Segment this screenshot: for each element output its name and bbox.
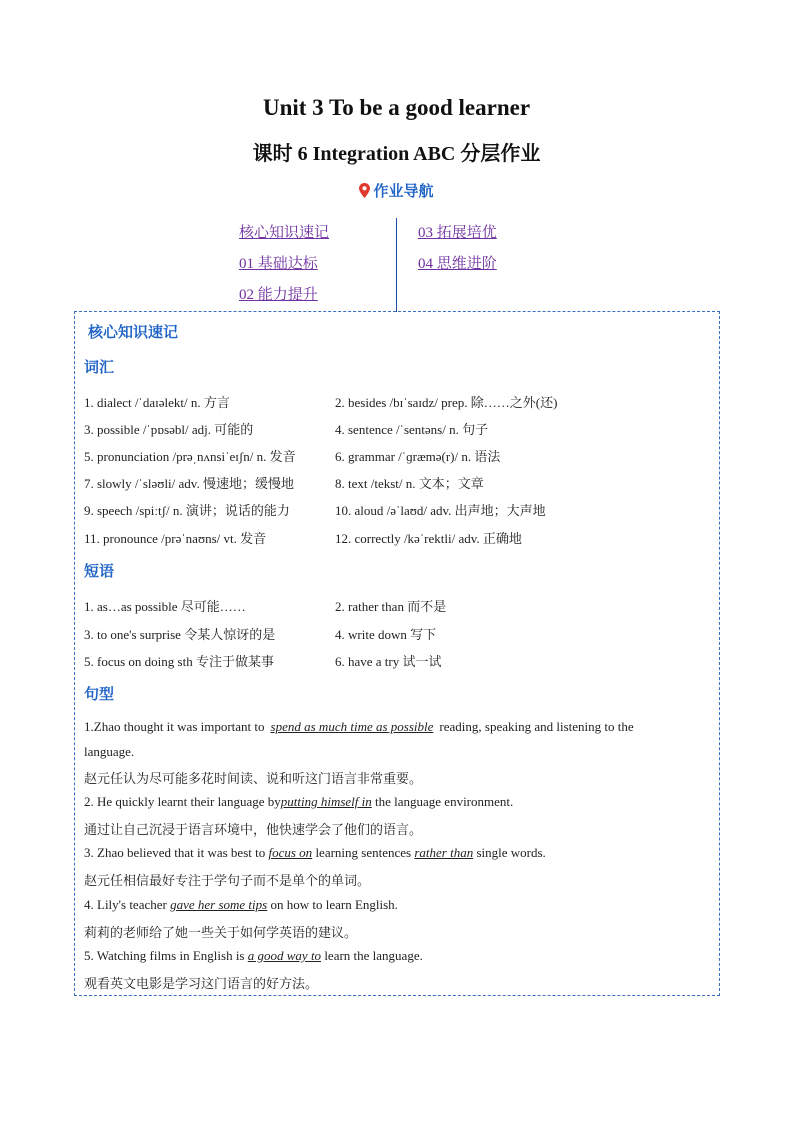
nav-heading — [0, 180, 793, 201]
sentence-text: learning sentences — [315, 845, 412, 860]
phrase-item: 6. have a try 试一试 — [335, 654, 442, 669]
vocab-item: 5. pronunciation /prəˌnʌnsiˈeɪʃn/ n. 发音 — [84, 449, 296, 464]
location-pin-icon — [359, 183, 370, 198]
nav-link-advanced[interactable]: 04 思维进阶 — [418, 256, 497, 272]
sentence-text: 5. Watching films in English is — [84, 948, 245, 963]
vocab-item: 8. text /tekst/ n. 文本；文章 — [335, 476, 484, 491]
sentence-text: on how to learn English. — [270, 897, 398, 912]
page-subtitle: 课时 6 Integration ABC 分层作业 — [252, 143, 541, 165]
core-heading: 核心知识速记 — [88, 323, 179, 341]
vocab-heading: 词汇 — [84, 358, 115, 376]
nav-link-ability[interactable]: 02 能力提升 — [239, 287, 318, 303]
sentence-text: single words. — [476, 845, 546, 860]
phrase-item: 1. as…as possible 尽可能…… — [84, 599, 246, 614]
sentence-1 — [84, 715, 711, 739]
sentence-key-phrase: focus on — [268, 845, 313, 860]
sentence-text: reading, speaking and listening to the — [439, 719, 634, 734]
nav-link-extension[interactable]: 03 拓展培优 — [418, 225, 497, 241]
sentence-2 — [84, 790, 711, 814]
phrase-item: 2. rather than 而不是 — [335, 599, 447, 614]
vocab-item: 6. grammar /ˈɡræmə(r)/ n. 语法 — [335, 449, 501, 464]
sentence-4 — [84, 893, 711, 917]
sentence-text: the language environment. — [375, 794, 514, 809]
sentence-2-translation: 通过让自己沉浸于语言环境中，他快速学会了他们的语言。 — [84, 822, 423, 837]
sentence-text: learn the language. — [324, 948, 423, 963]
sentence-heading: 句型 — [84, 685, 115, 703]
sentence-key-phrase: spend as much time as possible — [270, 719, 434, 734]
sentence-text: 2. He quickly learnt their language by — [84, 794, 281, 809]
vocab-item: 11. pronounce /prəˈnaʊns/ vt. 发音 — [84, 531, 267, 546]
vocab-item: 2. besides /bɪˈsaɪdz/ prep. 除……之外(还) — [335, 395, 558, 410]
sentence-text: 4. Lily's teacher — [84, 897, 167, 912]
sentence-5 — [84, 944, 711, 968]
phrase-heading: 短语 — [84, 562, 115, 580]
phrase-item: 3. to one's surprise 令某人惊讶的是 — [84, 627, 276, 642]
nav-divider — [396, 218, 397, 312]
sentence-4-translation: 莉莉的老师给了她一些关于如何学英语的建议。 — [84, 925, 358, 940]
sentence-key-phrase: a good way to — [247, 948, 322, 963]
vocab-item: 9. speech /spiːtʃ/ n. 演讲；说话的能力 — [84, 503, 290, 518]
sentence-text: 1.Zhao thought it was important to — [84, 719, 265, 734]
sentence-1-wrap: language. — [84, 744, 135, 759]
sentence-3 — [84, 841, 711, 865]
sentence-1-translation: 赵元任认为尽可能多花时间读、说和听这门语言非常重要。 — [84, 771, 423, 786]
sentence-key-phrase: gave her some tips — [170, 897, 268, 912]
phrase-item: 5. focus on doing sth 专注于做某事 — [84, 654, 274, 669]
page-title: Unit 3 To be a good learner — [262, 95, 531, 120]
sentence-5-translation: 观看英文电影是学习这门语言的好方法。 — [84, 976, 319, 991]
vocab-item: 7. slowly /ˈsləʊli/ adv. 慢速地；缓慢地 — [84, 476, 294, 491]
sentence-3-translation: 赵元任相信最好专注于学句子而不是单个的单词。 — [84, 873, 371, 888]
nav-heading-label: 作业导航 — [373, 182, 434, 200]
nav-link-core[interactable]: 核心知识速记 — [239, 225, 330, 241]
vocab-item: 12. correctly /kəˈrektli/ adv. 正确地 — [335, 531, 522, 546]
vocab-item: 10. aloud /əˈlaʊd/ adv. 出声地；大声地 — [335, 503, 546, 518]
vocab-item: 3. possible /ˈpɒsəbl/ adj. 可能的 — [84, 422, 254, 437]
nav-link-basic[interactable]: 01 基础达标 — [239, 256, 318, 272]
vocab-item: 1. dialect /ˈdaɪəlekt/ n. 方言 — [84, 395, 230, 410]
sentence-text: 3. Zhao believed that it was best to — [84, 845, 266, 860]
vocab-item: 4. sentence /ˈsentəns/ n. 句子 — [335, 422, 489, 437]
sentence-key-phrase: rather than — [414, 845, 474, 860]
phrase-item: 4. write down 写下 — [335, 627, 437, 642]
sentence-key-phrase: putting himself in — [280, 794, 372, 809]
